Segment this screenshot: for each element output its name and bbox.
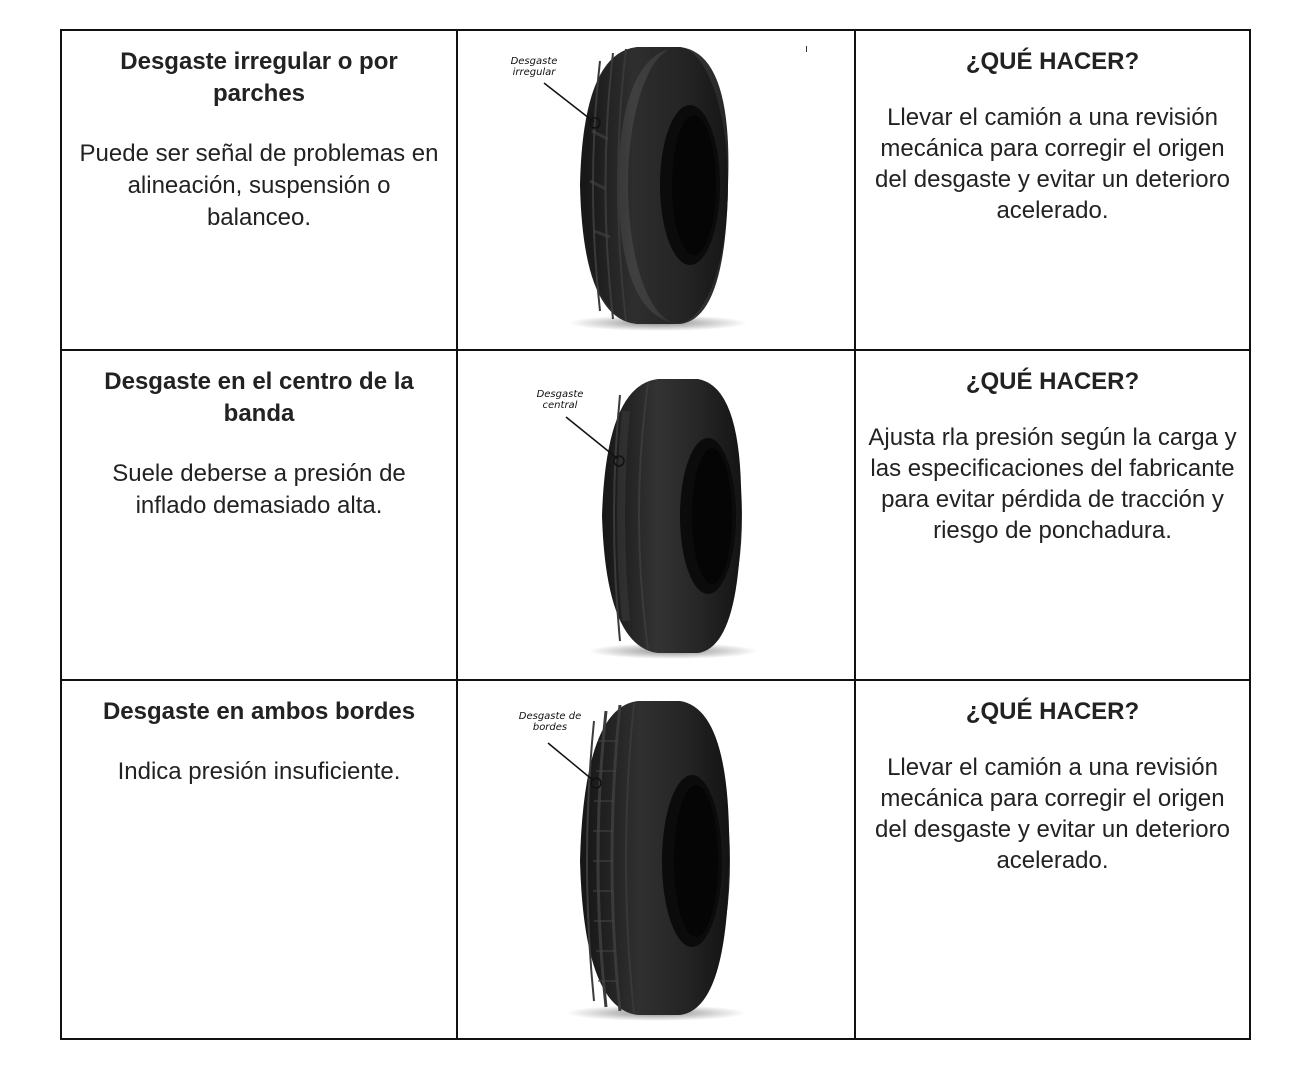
problem-title: Desgaste en ambos bordes bbox=[102, 698, 416, 725]
tire-image-cell bbox=[458, 681, 856, 1038]
action-cell bbox=[856, 351, 1249, 679]
action-text: Llevar el camión a una revisión mecánica para corregir el origen del desgaste y evitar un deterioro acelerado. bbox=[875, 104, 1230, 224]
problem-cell bbox=[62, 681, 458, 1038]
action-text: Llevar el camión a una revisión mecánica para corregir el origen del desgaste y evitar un deterioro acelerado. bbox=[875, 754, 1230, 874]
problem-cell bbox=[62, 351, 458, 679]
tire-center-wear-image bbox=[458, 351, 854, 679]
action-title: ¿QUÉ HACER? bbox=[965, 698, 1140, 725]
action-title: ¿QUÉ HACER? bbox=[965, 48, 1140, 75]
tire-image-cell bbox=[458, 351, 856, 679]
action-title: ¿QUÉ HACER? bbox=[965, 368, 1140, 395]
action-text: Ajusta rla presión según la carga y las especificaciones del fabricante para evitar pérdida de tracción y riesgo de ponchadura. bbox=[868, 424, 1237, 544]
tire-annotation-label: Desgaste irregular bbox=[510, 56, 558, 78]
problem-description: Puede ser señal de problemas en alineación, suspensión o balanceo. bbox=[79, 140, 439, 231]
action-cell bbox=[856, 681, 1249, 1038]
table-row-edge-wear bbox=[62, 681, 1249, 1038]
table-row-center-wear bbox=[62, 351, 1249, 681]
problem-description: Indica presión insuficiente. bbox=[117, 758, 401, 785]
decorative-tick bbox=[806, 46, 807, 52]
problem-title: Desgaste en el centro de la banda bbox=[104, 368, 414, 427]
tire-annotation-label: Desgaste central bbox=[536, 389, 584, 411]
problem-title: Desgaste irregular o por parches bbox=[120, 48, 398, 107]
problem-cell bbox=[62, 31, 458, 349]
tire-irregular-wear-image bbox=[458, 31, 854, 349]
tire-image-cell bbox=[458, 31, 856, 349]
action-cell bbox=[856, 31, 1249, 349]
problem-description: Suele deberse a presión de inflado demasiado alta. bbox=[112, 460, 406, 519]
tire-wear-table bbox=[60, 29, 1251, 1040]
table-row-irregular-wear bbox=[62, 31, 1249, 351]
tire-edge-wear-image bbox=[458, 681, 854, 1036]
tire-annotation-label: Desgaste de bordes bbox=[518, 711, 582, 733]
